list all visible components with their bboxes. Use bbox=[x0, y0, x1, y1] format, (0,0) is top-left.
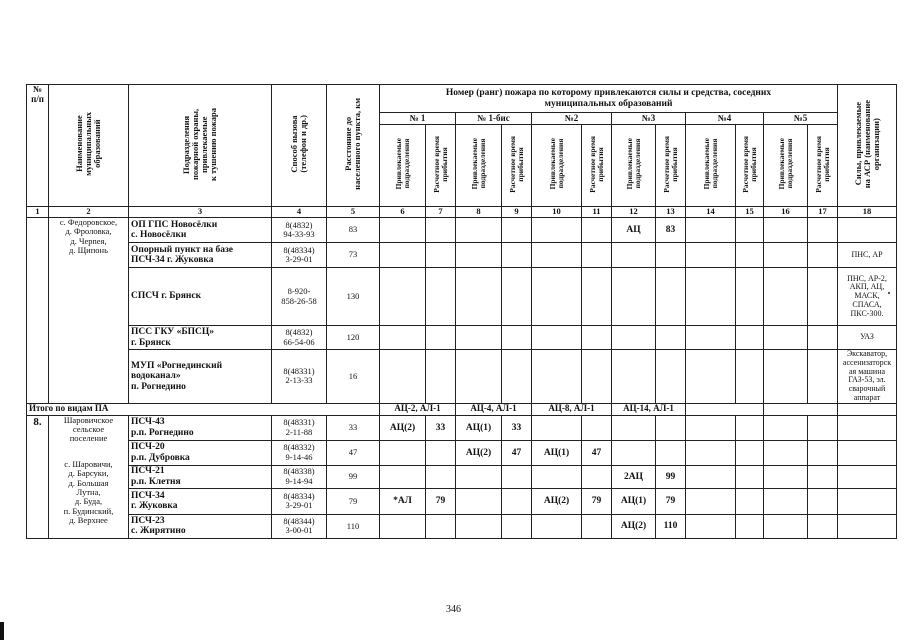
rank-cell bbox=[736, 268, 764, 326]
rank-cell: 33 bbox=[426, 415, 456, 440]
rank-cell bbox=[808, 440, 838, 465]
rank-cell bbox=[764, 514, 808, 538]
rank-cell bbox=[808, 488, 838, 514]
rank-cell bbox=[808, 415, 838, 440]
row-num: 8. bbox=[27, 415, 49, 538]
sub-header-units: Привлекаемые подразделения bbox=[764, 125, 808, 207]
sub-header-time: Расчетное время прибытия bbox=[736, 125, 764, 207]
header-num: № п/п bbox=[27, 85, 49, 207]
column-number: 11 bbox=[582, 207, 612, 218]
rank-cell bbox=[532, 243, 582, 268]
rank-cell bbox=[764, 488, 808, 514]
rank-cell bbox=[764, 415, 808, 440]
column-number: 10 bbox=[532, 207, 582, 218]
rank-cell bbox=[380, 514, 426, 538]
asr-forces bbox=[838, 465, 897, 488]
municipality-name: Шаровичское сельское поселение bbox=[63, 415, 114, 444]
rank-cell: АЦ(2) bbox=[380, 415, 426, 440]
rank-header: №4 bbox=[686, 113, 764, 125]
rank-cell bbox=[502, 514, 532, 538]
rank-header: №3 bbox=[612, 113, 686, 125]
sub-header-units: Привлекаемые подразделения bbox=[532, 125, 582, 207]
rank-cell bbox=[426, 514, 456, 538]
totals-value bbox=[764, 403, 838, 415]
rank-cell: АЦ(1) bbox=[532, 440, 582, 465]
rank-cell: 33 bbox=[502, 415, 532, 440]
asr-forces bbox=[838, 514, 897, 538]
asr-forces: УАЗ bbox=[838, 326, 897, 350]
totals-value: АЦ-2, АЛ-1 bbox=[380, 403, 456, 415]
rank-cell bbox=[426, 218, 456, 243]
header-distance: Расстояние до населенного пункта, км bbox=[327, 85, 380, 207]
rank-cell bbox=[656, 326, 686, 350]
rank-cell bbox=[532, 326, 582, 350]
rank-cell bbox=[380, 218, 426, 243]
rank-cell bbox=[532, 415, 582, 440]
call-method: 8-920- 858-26-58 bbox=[272, 268, 327, 326]
unit-name: Опорный пункт на базе ПСЧ-34 г. Жуковка bbox=[129, 243, 272, 268]
distance: 110 bbox=[327, 514, 380, 538]
sub-header-units: Привлекаемые подразделения bbox=[686, 125, 736, 207]
rank-cell bbox=[808, 326, 838, 350]
totals-value: АЦ-14, АЛ-1 bbox=[612, 403, 686, 415]
distance: 47 bbox=[327, 440, 380, 465]
rank-cell bbox=[456, 268, 502, 326]
totals-row bbox=[27, 403, 897, 415]
rank-cell: 110 bbox=[656, 514, 686, 538]
column-number: 18 bbox=[838, 207, 897, 218]
column-number: 8 bbox=[456, 207, 502, 218]
header-call: Способ вызова (телефон и др.) bbox=[272, 85, 327, 207]
rank-header: №2 bbox=[532, 113, 612, 125]
unit-name: ПСЧ-20 р.п. Дубровка bbox=[129, 440, 272, 465]
asr-forces bbox=[838, 440, 897, 465]
column-number: 2 bbox=[49, 207, 129, 218]
sub-header-units: Привлекаемые подразделения bbox=[380, 125, 426, 207]
rank-cell bbox=[582, 218, 612, 243]
rank-cell bbox=[764, 350, 808, 404]
rank-cell bbox=[686, 440, 736, 465]
rank-cell bbox=[380, 350, 426, 404]
table-row bbox=[27, 488, 897, 514]
rank-cell bbox=[686, 415, 736, 440]
rank-cell bbox=[764, 440, 808, 465]
call-method: 8(48331) 2-11-88 bbox=[272, 415, 327, 440]
sub-header-units: Привлекаемые подразделения bbox=[612, 125, 656, 207]
rank-cell bbox=[502, 268, 532, 326]
rank-cell bbox=[380, 268, 426, 326]
rank-cell bbox=[686, 465, 736, 488]
sub-header-time: Расчетное время прибытия bbox=[656, 125, 686, 207]
distance: 120 bbox=[327, 326, 380, 350]
table-row bbox=[27, 514, 897, 538]
header-unit: Подразделения пожарной охраны, привлекаемые к тушению пожара bbox=[129, 85, 272, 207]
rank-cell bbox=[736, 326, 764, 350]
table-row bbox=[27, 218, 897, 243]
rank-cell bbox=[502, 350, 532, 404]
rank-cell bbox=[532, 218, 582, 243]
rank-cell bbox=[612, 268, 656, 326]
rank-cell bbox=[764, 243, 808, 268]
rank-cell bbox=[686, 243, 736, 268]
rank-cell bbox=[426, 440, 456, 465]
rank-cell bbox=[532, 268, 582, 326]
rank-cell bbox=[656, 440, 686, 465]
totals-label: Итого по видам ПА bbox=[27, 403, 380, 415]
column-number: 4 bbox=[272, 207, 327, 218]
rank-cell bbox=[686, 268, 736, 326]
rank-cell bbox=[808, 514, 838, 538]
column-number: 16 bbox=[764, 207, 808, 218]
header-group-title: Номер (ранг) пожара по которому привлекаются силы и средства, соседних муниципальных образований bbox=[380, 85, 838, 113]
totals-value: АЦ-8, АЛ-1 bbox=[532, 403, 612, 415]
sub-header-time: Расчетное время прибытия bbox=[426, 125, 456, 207]
unit-name: ПСС ГКУ «БПСЦ» г. Брянск bbox=[129, 326, 272, 350]
rank-cell bbox=[502, 488, 532, 514]
distance: 79 bbox=[327, 488, 380, 514]
rank-cell: АЦ(1) bbox=[612, 488, 656, 514]
rank-cell bbox=[736, 488, 764, 514]
totals-value bbox=[686, 403, 764, 415]
rank-cell: 47 bbox=[582, 440, 612, 465]
column-number: 5 bbox=[327, 207, 380, 218]
call-method: 8(4832) 94-33-93 bbox=[272, 218, 327, 243]
rank-cell bbox=[686, 488, 736, 514]
rank-cell bbox=[502, 218, 532, 243]
rank-cell bbox=[582, 243, 612, 268]
settlements: с. Федоровское, д. Фроловка, д. Черneя, д. Щипонь bbox=[49, 218, 129, 404]
rank-header: №5 bbox=[764, 113, 838, 125]
rank-header: № 1-бис bbox=[456, 113, 532, 125]
rank-cell bbox=[582, 465, 612, 488]
totals-asr bbox=[838, 403, 897, 415]
distance: 83 bbox=[327, 218, 380, 243]
rank-cell bbox=[456, 218, 502, 243]
call-method: 8(48338) 9-14-94 bbox=[272, 465, 327, 488]
unit-name: ПСЧ-21 р.п. Клетня bbox=[129, 465, 272, 488]
rank-cell: 83 bbox=[656, 218, 686, 243]
rank-cell bbox=[808, 350, 838, 404]
unit-name: СПСЧ г. Брянск bbox=[129, 268, 272, 326]
column-number: 3 bbox=[129, 207, 272, 218]
header-asr: Силы, привлекаемые на АСР (наименование организации) bbox=[838, 85, 897, 207]
rank-cell bbox=[426, 326, 456, 350]
unit-name: ПСЧ-34 г. Жуковка bbox=[129, 488, 272, 514]
rank-cell bbox=[612, 326, 656, 350]
rank-cell bbox=[426, 268, 456, 326]
rank-cell bbox=[736, 415, 764, 440]
rank-cell: АЦ(2) bbox=[532, 488, 582, 514]
table-row bbox=[27, 440, 897, 465]
rank-cell bbox=[736, 243, 764, 268]
rank-cell bbox=[686, 326, 736, 350]
rank-cell bbox=[656, 415, 686, 440]
unit-name: МУП «Рогнединский водоканал» п. Рогнедино bbox=[129, 350, 272, 404]
table-row bbox=[27, 243, 897, 268]
settlements: с. Шаровичи, д. Барсуки, д. Большая Лутна, д. Буда, п. Будинский, д. Верхнее bbox=[63, 458, 114, 525]
rank-cell bbox=[612, 440, 656, 465]
rank-cell bbox=[736, 440, 764, 465]
distance: 16 bbox=[327, 350, 380, 404]
column-number: 15 bbox=[736, 207, 764, 218]
rank-cell bbox=[582, 350, 612, 404]
rank-cell bbox=[808, 243, 838, 268]
table-row bbox=[27, 326, 897, 350]
rank-cell bbox=[612, 415, 656, 440]
rank-cell bbox=[502, 465, 532, 488]
column-number: 14 bbox=[686, 207, 736, 218]
rank-cell bbox=[582, 326, 612, 350]
rank-cell bbox=[764, 218, 808, 243]
rank-cell bbox=[686, 350, 736, 404]
rank-cell: 79 bbox=[656, 488, 686, 514]
rank-cell bbox=[426, 243, 456, 268]
rank-cell bbox=[380, 440, 426, 465]
sub-header-time: Расчетное время прибытия bbox=[582, 125, 612, 207]
rank-cell: 99 bbox=[656, 465, 686, 488]
scan-dot bbox=[888, 292, 890, 294]
sub-header-time: Расчетное время прибытия bbox=[502, 125, 532, 207]
rank-cell: 79 bbox=[582, 488, 612, 514]
table-row bbox=[27, 268, 897, 326]
rank-cell bbox=[380, 326, 426, 350]
rank-header: № 1 bbox=[380, 113, 456, 125]
rank-cell bbox=[656, 350, 686, 404]
rank-cell bbox=[380, 243, 426, 268]
rank-cell bbox=[686, 218, 736, 243]
distance: 130 bbox=[327, 268, 380, 326]
asr-forces: ПНС, АР bbox=[838, 243, 897, 268]
totals-value: АЦ-4, АЛ-1 bbox=[456, 403, 532, 415]
column-number: 17 bbox=[808, 207, 838, 218]
rank-cell bbox=[808, 465, 838, 488]
rank-cell bbox=[456, 326, 502, 350]
rank-cell bbox=[764, 268, 808, 326]
rank-cell bbox=[764, 326, 808, 350]
rank-cell: АЦ(2) bbox=[612, 514, 656, 538]
asr-forces: ПНС, АР-2, АКП, АЦ, МАСК, СПАСА, ПКС-300. bbox=[838, 268, 897, 326]
rank-cell bbox=[808, 218, 838, 243]
rank-cell bbox=[612, 243, 656, 268]
call-method: 8(48331) 2-13-33 bbox=[272, 350, 327, 404]
rank-cell bbox=[736, 218, 764, 243]
column-number: 6 bbox=[380, 207, 426, 218]
asr-forces bbox=[838, 488, 897, 514]
header-mo: Наименование муниципальных образований bbox=[49, 85, 129, 207]
call-method: 8(48332) 9-14-46 bbox=[272, 440, 327, 465]
column-number: 1 bbox=[27, 207, 49, 218]
call-method: 8(48334) 3-29-01 bbox=[272, 488, 327, 514]
sub-header-units: Привлекаемые подразделения bbox=[456, 125, 502, 207]
column-number: 12 bbox=[612, 207, 656, 218]
rank-cell bbox=[736, 514, 764, 538]
rank-cell bbox=[426, 350, 456, 404]
rank-cell bbox=[456, 488, 502, 514]
table-row bbox=[27, 415, 897, 440]
distance: 73 bbox=[327, 243, 380, 268]
rank-cell bbox=[456, 465, 502, 488]
column-number: 13 bbox=[656, 207, 686, 218]
rank-cell bbox=[582, 514, 612, 538]
rank-cell bbox=[502, 243, 532, 268]
rank-cell bbox=[612, 350, 656, 404]
call-method: 8(48334) 3-29-01 bbox=[272, 243, 327, 268]
rank-cell: 79 bbox=[426, 488, 456, 514]
rank-cell bbox=[426, 465, 456, 488]
rank-cell bbox=[764, 465, 808, 488]
rank-cell bbox=[456, 350, 502, 404]
rank-cell bbox=[686, 514, 736, 538]
row-num bbox=[27, 218, 49, 404]
asr-forces: Экскаватор, ассенизаторск ая машина ГАЗ-53, эл. сварочный аппарат bbox=[838, 350, 897, 404]
distance: 99 bbox=[327, 465, 380, 488]
rank-cell bbox=[656, 243, 686, 268]
rank-cell bbox=[656, 268, 686, 326]
rank-cell bbox=[736, 465, 764, 488]
unit-name: ОП ГПС Новосёлки с. Новосёлки bbox=[129, 218, 272, 243]
rank-cell: АЦ bbox=[612, 218, 656, 243]
rank-cell bbox=[456, 243, 502, 268]
municipality bbox=[49, 415, 129, 538]
rank-cell: АЦ(1) bbox=[456, 415, 502, 440]
unit-name: ПСЧ-23 с. Жирятино bbox=[129, 514, 272, 538]
call-method: 8(4832) 66-54-06 bbox=[272, 326, 327, 350]
scan-edge-mark bbox=[0, 622, 4, 640]
rank-cell bbox=[582, 415, 612, 440]
page-number: 346 bbox=[446, 604, 461, 615]
column-number: 9 bbox=[502, 207, 532, 218]
column-number: 7 bbox=[426, 207, 456, 218]
sub-header-time: Расчетное время прибытия bbox=[808, 125, 838, 207]
rank-cell bbox=[532, 350, 582, 404]
table-row bbox=[27, 350, 897, 404]
rank-cell bbox=[532, 514, 582, 538]
rank-cell: 2АЦ bbox=[612, 465, 656, 488]
distance: 33 bbox=[327, 415, 380, 440]
asr-forces bbox=[838, 415, 897, 440]
rank-cell bbox=[380, 465, 426, 488]
rank-cell bbox=[456, 514, 502, 538]
table-row bbox=[27, 465, 897, 488]
unit-name: ПСЧ-43 р.п. Рогнедино bbox=[129, 415, 272, 440]
rank-cell bbox=[502, 326, 532, 350]
rank-cell: АЦ(2) bbox=[456, 440, 502, 465]
rank-cell bbox=[582, 268, 612, 326]
rank-cell bbox=[736, 350, 764, 404]
asr-forces bbox=[838, 218, 897, 243]
call-method: 8(48344) 3-00-01 bbox=[272, 514, 327, 538]
rank-cell: *АЛ bbox=[380, 488, 426, 514]
rank-cell: 47 bbox=[502, 440, 532, 465]
rank-cell bbox=[532, 465, 582, 488]
fire-forces-table bbox=[26, 84, 897, 539]
rank-cell bbox=[808, 268, 838, 326]
